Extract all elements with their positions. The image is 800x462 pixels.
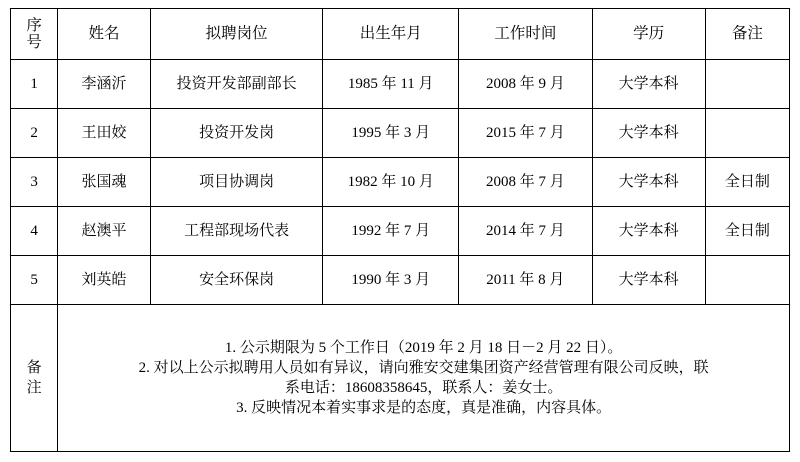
cell-remark bbox=[705, 256, 789, 305]
cell-work: 2011 年 8 月 bbox=[459, 256, 593, 305]
cell-birth: 1985 年 11 月 bbox=[323, 60, 459, 109]
column-header-name: 姓名 bbox=[58, 9, 150, 60]
column-header-remark: 备注 bbox=[705, 9, 789, 60]
footer-label-line2: 注 bbox=[26, 380, 42, 396]
cell-post: 投资开发岗 bbox=[150, 109, 323, 158]
table-row bbox=[11, 109, 790, 158]
cell-birth: 1992 年 7 月 bbox=[323, 207, 459, 256]
cell-education: 大学本科 bbox=[592, 60, 705, 109]
cell-work: 2014 年 7 月 bbox=[459, 207, 593, 256]
header-row bbox=[11, 9, 790, 60]
column-header-post: 拟聘岗位 bbox=[150, 9, 323, 60]
cell-work: 2015 年 7 月 bbox=[459, 109, 593, 158]
table-row bbox=[11, 207, 790, 256]
cell-no: 4 bbox=[11, 207, 58, 256]
cell-post: 安全环保岗 bbox=[150, 256, 323, 305]
cell-remark bbox=[705, 109, 789, 158]
table-row bbox=[11, 60, 790, 109]
cell-name: 李涵沂 bbox=[58, 60, 150, 109]
cell-name: 王田姣 bbox=[58, 109, 150, 158]
footer-note-line: 2. 对以上公示拟聘用人员如有异议，请向雅安交建集团资产经营管理有限公司反映，联 bbox=[138, 359, 709, 376]
cell-no: 2 bbox=[11, 109, 58, 158]
cell-work: 2008 年 7 月 bbox=[459, 158, 593, 207]
footer-label bbox=[11, 305, 58, 452]
cell-name: 张国魂 bbox=[58, 158, 150, 207]
column-header-no-line2: 号 bbox=[26, 34, 42, 51]
column-header-work: 工作时间 bbox=[459, 9, 593, 60]
footer-label-line1: 备 bbox=[26, 359, 42, 376]
cell-post: 工程部现场代表 bbox=[150, 207, 323, 256]
table-body bbox=[11, 60, 790, 452]
column-header-no bbox=[11, 9, 58, 60]
table-row bbox=[11, 256, 790, 305]
cell-birth: 1995 年 3 月 bbox=[323, 109, 459, 158]
cell-remark bbox=[705, 60, 789, 109]
footer-notes bbox=[58, 305, 790, 452]
cell-no: 5 bbox=[11, 256, 58, 305]
cell-education: 大学本科 bbox=[592, 256, 705, 305]
column-header-no-line1: 序 bbox=[26, 16, 42, 34]
cell-no: 3 bbox=[11, 158, 58, 207]
cell-education: 大学本科 bbox=[592, 207, 705, 256]
table-header bbox=[11, 9, 790, 60]
footer-note-line: 系电话：18608358645，联系人：姜女士。 bbox=[284, 380, 563, 396]
column-header-birth: 出生年月 bbox=[323, 9, 459, 60]
cell-birth: 1982 年 10 月 bbox=[323, 158, 459, 207]
cell-education: 大学本科 bbox=[592, 158, 705, 207]
cell-remark: 全日制 bbox=[705, 158, 789, 207]
column-header-education: 学历 bbox=[592, 9, 705, 60]
cell-education: 大学本科 bbox=[592, 109, 705, 158]
footer-row bbox=[11, 305, 790, 452]
cell-post: 项目协调岗 bbox=[150, 158, 323, 207]
cell-work: 2008 年 9 月 bbox=[459, 60, 593, 109]
footer-note-line: 1. 公示期限为 5 个工作日（2019 年 2 月 18 日－2 月 22 日）。 bbox=[224, 339, 623, 356]
cell-name: 赵澳平 bbox=[58, 207, 150, 256]
footer-note-line: 3. 反映情况本着实事求是的态度，真是准确，内容具体。 bbox=[236, 400, 612, 417]
cell-name: 刘英皓 bbox=[58, 256, 150, 305]
cell-remark: 全日制 bbox=[705, 207, 789, 256]
cell-no: 1 bbox=[11, 60, 58, 109]
cell-post: 投资开发部副部长 bbox=[150, 60, 323, 109]
personnel-announcement-table bbox=[10, 8, 790, 452]
table-row bbox=[11, 158, 790, 207]
cell-birth: 1990 年 3 月 bbox=[323, 256, 459, 305]
